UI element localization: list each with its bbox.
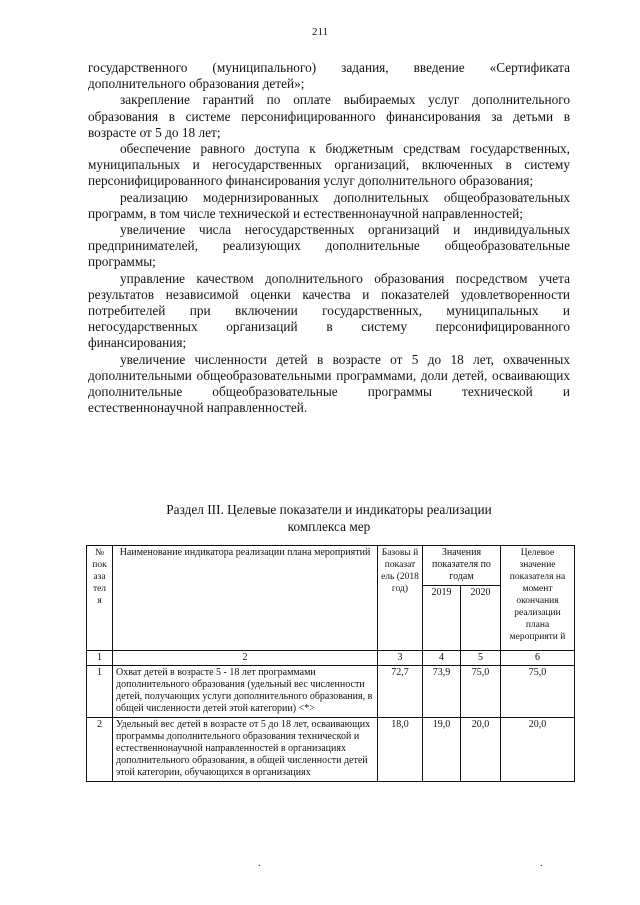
header-year: 2019	[423, 585, 461, 650]
row-num: 1	[87, 665, 113, 717]
row-value-2020: 20,0	[461, 717, 501, 781]
paragraph: реализацию модернизированных дополнительных общеобразовательных программ, в том числе технической и естественнонаучной направленностей;	[88, 189, 570, 221]
indicators-table-wrap	[86, 545, 574, 782]
row-name: Удельный вес детей в возрасте от 5 до 18 лет, осваивающих программы дополнительного образования технической и естественнонаучной направленностей в организациях дополнительного образования, в общей численности детей этой категории, обучающихся в организациях	[113, 717, 378, 781]
row-value-2019: 19,0	[423, 717, 461, 781]
paragraph: увеличение численности детей в возрасте от 5 до 18 лет, охваченных дополнительными общеобразовательными программами, доли детей, осваивающих дополнительные общеобразовательные программы технической и естественнонаучной направленностей.	[88, 351, 570, 416]
row-value-2020: 75,0	[461, 665, 501, 717]
page-number: 211	[311, 26, 329, 38]
column-number: 1	[87, 650, 113, 665]
section-title	[88, 501, 570, 535]
row-num: 2	[87, 717, 113, 781]
paragraph: обеспечение равного доступа к бюджетным средствам государственных, муниципальных и негосударственных организаций, включенных в систему персонифицированного финансирования услуг дополнительного образования;	[88, 141, 570, 189]
column-number-row	[87, 650, 575, 665]
header-values-group: Значения показателя по годам	[423, 546, 501, 586]
paragraph: закрепление гарантий по оплате выбираемых услуг дополнительного образования в системе персонифицированного финансирования за детьми в возрасте от 5 до 18 лет;	[88, 92, 570, 140]
row-name: Охват детей в возрасте 5 - 18 лет программами дополнительного образования (удельный вес численности детей, получающих услуги дополнительного образования, в общей численности детей этой категории) <*>	[113, 665, 378, 717]
column-number: 6	[501, 650, 575, 665]
row-target: 75,0	[501, 665, 575, 717]
table-row	[87, 665, 575, 717]
column-number: 3	[378, 650, 423, 665]
section-title-line: комплекса мер	[287, 519, 371, 534]
row-base: 18,0	[378, 717, 423, 781]
body-text	[88, 60, 570, 416]
indicators-table	[86, 545, 575, 782]
paragraph: увеличение числа негосударственных организаций и индивидуальных предпринимателей, реализующих дополнительные общеобразовательные программы;	[88, 222, 570, 270]
column-number: 4	[423, 650, 461, 665]
row-target: 20,0	[501, 717, 575, 781]
row-value-2019: 73,9	[423, 665, 461, 717]
table-header-row	[87, 546, 575, 586]
table-row	[87, 717, 575, 781]
paragraph: государственного (муниципального) задания, введение «Сертификата дополнительного образования детей»;	[88, 60, 570, 92]
header-name: Наименование индикатора реализации плана мероприятий	[113, 546, 378, 651]
scan-speck: .	[258, 858, 261, 869]
paragraph: управление качеством дополнительного образования посредством учета результатов независимой оценки качества и показателей удовлетворенности потребителей при включении государственных, муниципальных и негосударственных организаций в систему персонифицированного финансирования;	[88, 270, 570, 351]
section-title-line: Раздел III. Целевые показатели и индикаторы реализации	[166, 502, 492, 517]
row-base: 72,7	[378, 665, 423, 717]
header-num: № пок аза тел я	[87, 546, 113, 651]
header-year: 2020	[461, 585, 501, 650]
column-number: 5	[461, 650, 501, 665]
scan-speck: .	[540, 858, 543, 869]
column-number: 2	[113, 650, 378, 665]
header-base: Базовы й показат ель (2018 год)	[378, 546, 423, 651]
header-target: Целевое значение показателя на момент окончания реализации плана мероприяти й	[501, 546, 575, 651]
